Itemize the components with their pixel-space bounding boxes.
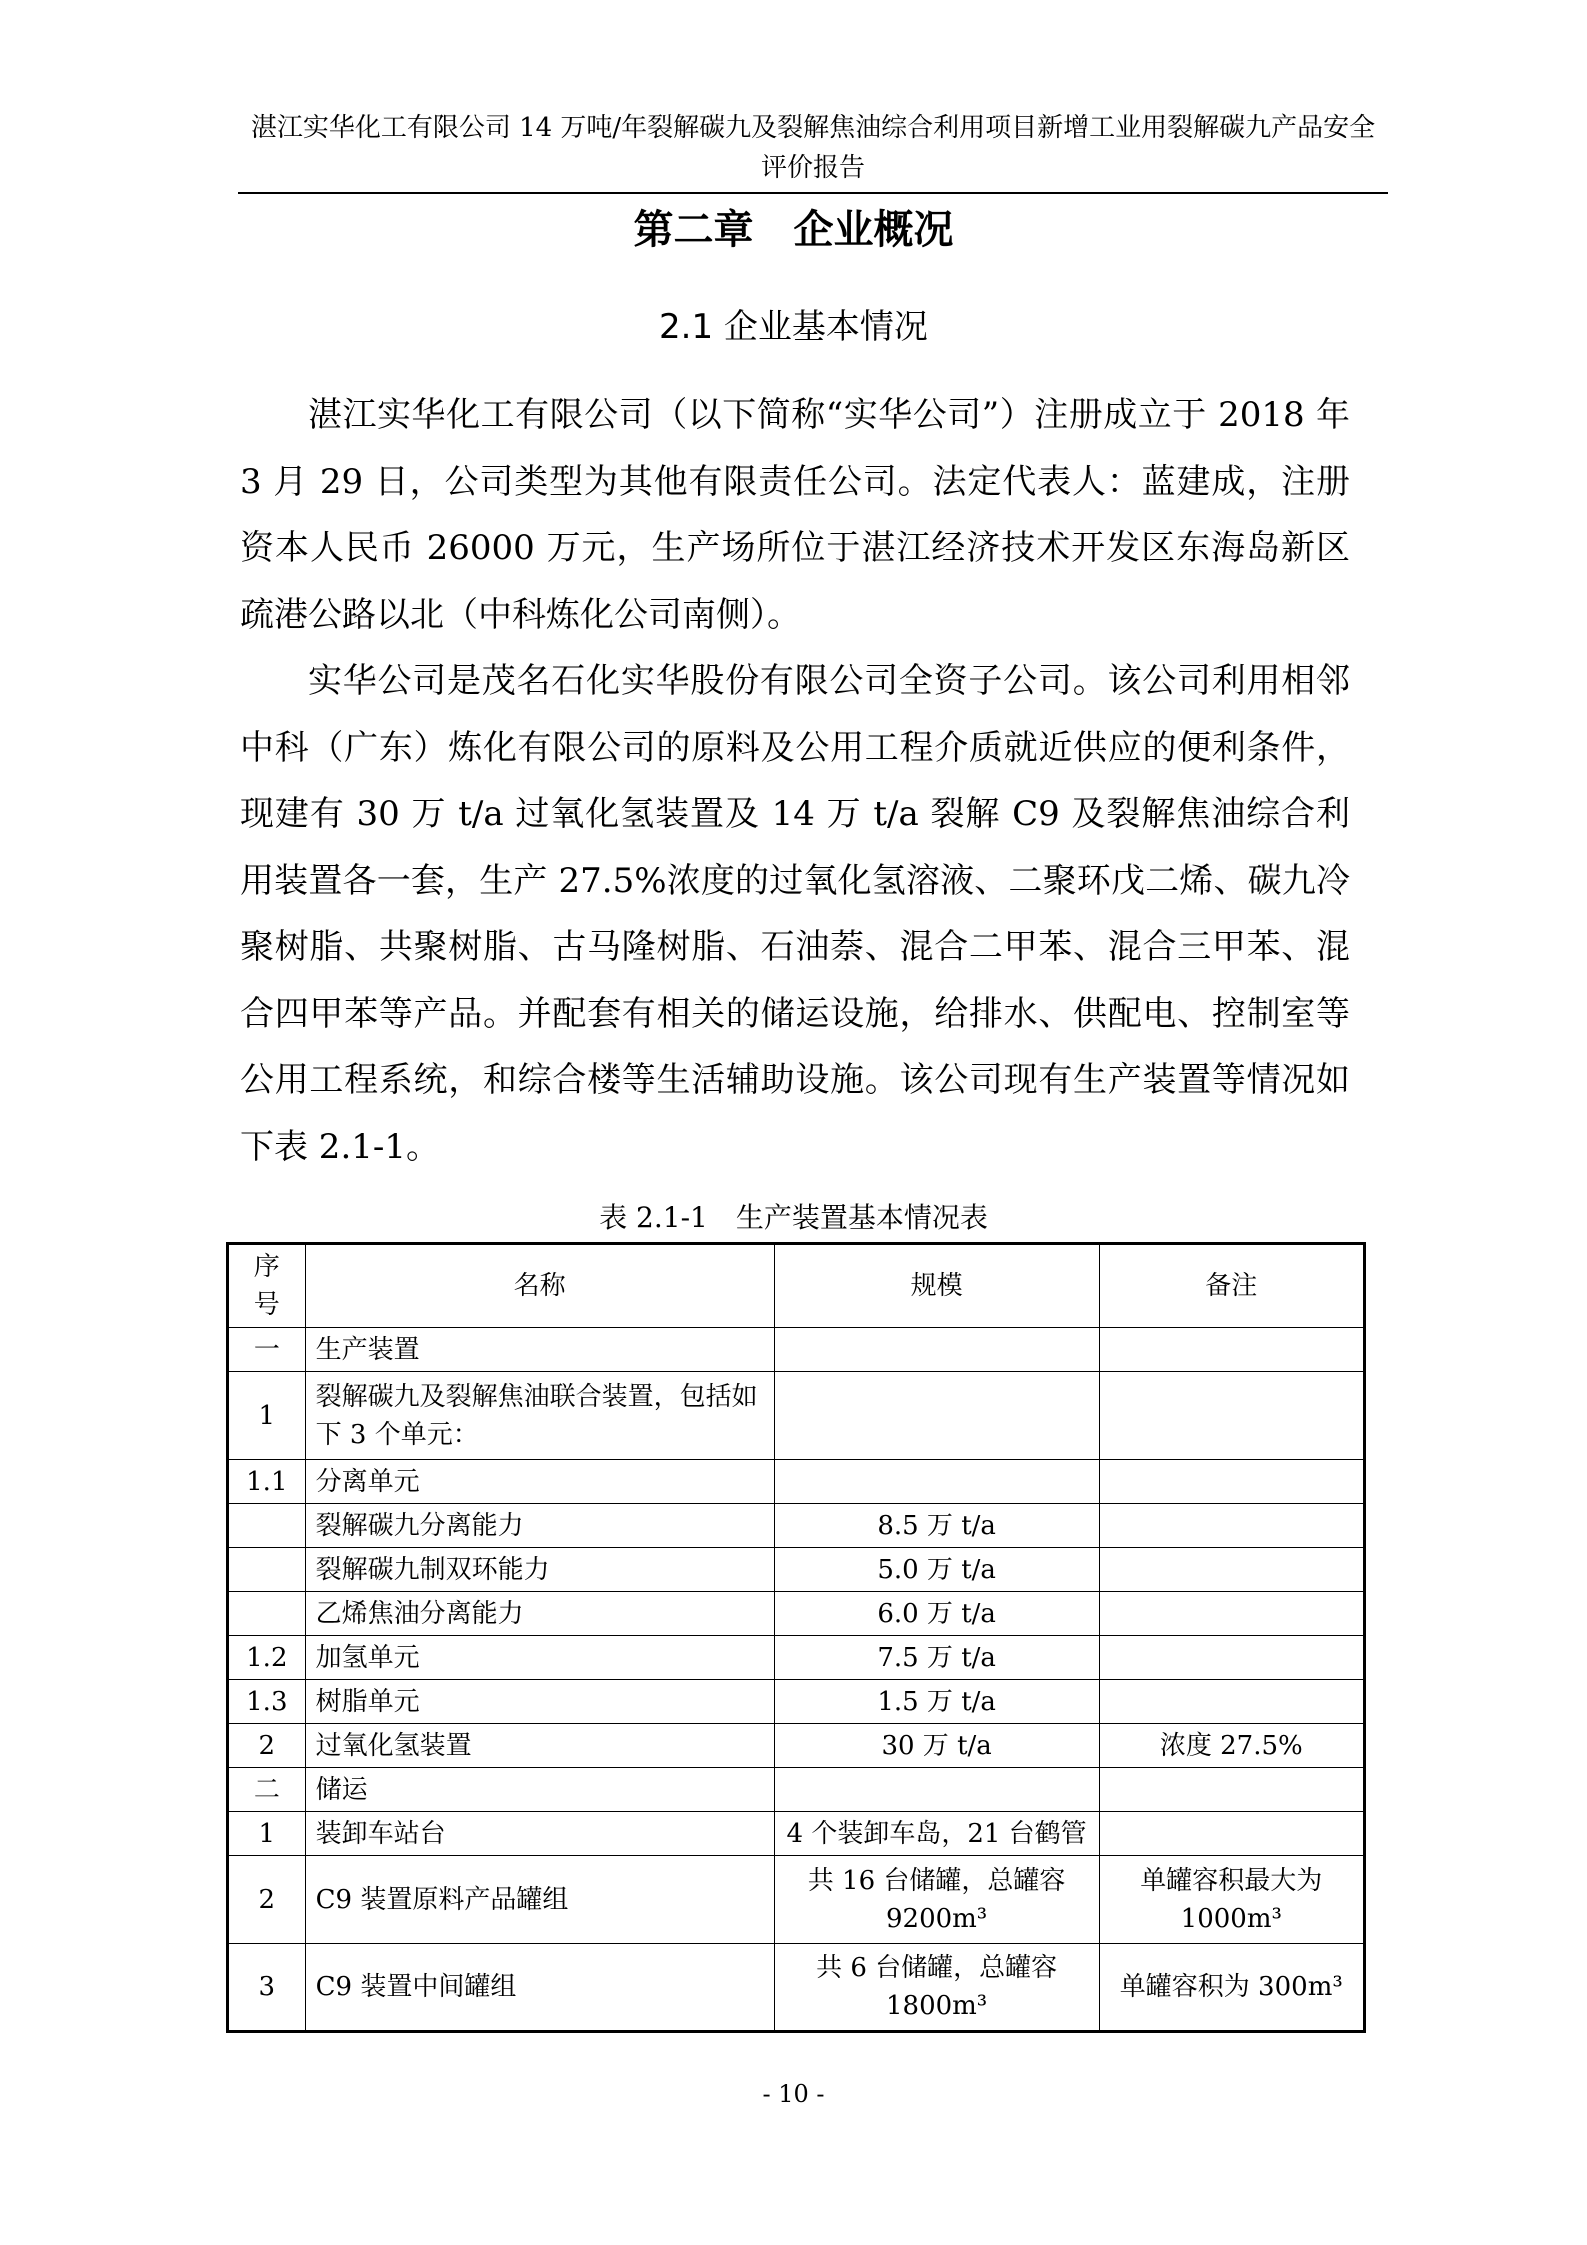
row-note	[1099, 1768, 1364, 1812]
table-row	[228, 1944, 1365, 2032]
header-note: 备注	[1099, 1244, 1364, 1328]
row-note	[1099, 1372, 1364, 1460]
row-note	[1099, 1680, 1364, 1724]
row-scale: 6.0 万 t/a	[774, 1592, 1099, 1636]
row-name: 树脂单元	[305, 1680, 774, 1724]
table-row	[228, 1372, 1365, 1460]
body-text	[240, 382, 1350, 1180]
table-row	[228, 1328, 1365, 1372]
header-scale: 规模	[774, 1244, 1099, 1328]
row-no: 一	[228, 1328, 306, 1372]
table-row	[228, 1504, 1365, 1548]
row-no: 二	[228, 1768, 306, 1812]
table-row	[228, 1460, 1365, 1504]
header-no: 序号	[228, 1244, 306, 1328]
row-scale: 5.0 万 t/a	[774, 1548, 1099, 1592]
row-scale: 30 万 t/a	[774, 1724, 1099, 1768]
row-note	[1099, 1812, 1364, 1856]
table-header-row	[228, 1244, 1365, 1328]
row-scale	[774, 1328, 1099, 1372]
row-name: 生产装置	[305, 1328, 774, 1372]
row-note	[1099, 1504, 1364, 1548]
row-note	[1099, 1592, 1364, 1636]
running-header: 湛江实华化工有限公司 14 万吨/年裂解碳九及裂解焦油综合利用项目新增工业用裂解碳九产品安全评价报告	[238, 108, 1388, 194]
table-caption: 表 2.1-1 生产装置基本情况表	[599, 1201, 988, 1234]
row-note: 单罐容积最大为 1000m³	[1099, 1856, 1364, 1944]
row-no: 1.2	[228, 1636, 306, 1680]
row-no	[228, 1504, 306, 1548]
row-name: 装卸车站台	[305, 1812, 774, 1856]
row-no	[228, 1592, 306, 1636]
row-scale: 7.5 万 t/a	[774, 1636, 1099, 1680]
page-number: - 10 -	[762, 2080, 825, 2108]
row-no: 2	[228, 1856, 306, 1944]
row-scale: 4 个装卸车岛，21 台鹤管	[774, 1812, 1099, 1856]
row-name: 分离单元	[305, 1460, 774, 1504]
header-name: 名称	[305, 1244, 774, 1328]
row-name: C9 装置原料产品罐组	[305, 1856, 774, 1944]
section-title: 2.1 企业基本情况	[659, 307, 928, 347]
row-note	[1099, 1460, 1364, 1504]
row-name: 裂解碳九制双环能力	[305, 1548, 774, 1592]
row-no: 2	[228, 1724, 306, 1768]
row-scale	[774, 1460, 1099, 1504]
table-row	[228, 1812, 1365, 1856]
row-name: 乙烯焦油分离能力	[305, 1592, 774, 1636]
row-note	[1099, 1328, 1364, 1372]
row-no	[228, 1548, 306, 1592]
row-name: C9 装置中间罐组	[305, 1944, 774, 2032]
row-name: 加氢单元	[305, 1636, 774, 1680]
row-scale	[774, 1768, 1099, 1812]
table-row	[228, 1592, 1365, 1636]
row-note	[1099, 1548, 1364, 1592]
table-row	[228, 1856, 1365, 1944]
row-scale: 8.5 万 t/a	[774, 1504, 1099, 1548]
row-note: 单罐容积为 300m³	[1099, 1944, 1364, 2032]
table-row	[228, 1768, 1365, 1812]
row-scale: 1.5 万 t/a	[774, 1680, 1099, 1724]
table-row	[228, 1724, 1365, 1768]
paragraph-company-registration: 湛江实华化工有限公司（以下简称“实华公司”）注册成立于 2018 年 3 月 29 日，公司类型为其他有限责任公司。法定代表人：蓝建成，注册资本人民币 26000 万元，生产场所位于湛江经济技术开发区东海岛新区疏港公路以北（中科炼化公司南侧）。	[240, 395, 1350, 635]
table-row	[228, 1636, 1365, 1680]
row-scale: 共 6 台储罐，总罐容 1800m³	[774, 1944, 1099, 2032]
row-no: 1.1	[228, 1460, 306, 1504]
row-name: 裂解碳九分离能力	[305, 1504, 774, 1548]
row-no: 1.3	[228, 1680, 306, 1724]
row-no: 1	[228, 1372, 306, 1460]
row-no: 3	[228, 1944, 306, 2032]
row-scale: 共 16 台储罐，总罐容 9200m³	[774, 1856, 1099, 1944]
row-no: 1	[228, 1812, 306, 1856]
row-scale	[774, 1372, 1099, 1460]
chapter-title: 第二章 企业概况	[633, 207, 954, 253]
paragraph-company-overview: 实华公司是茂名石化实华股份有限公司全资子公司。该公司利用相邻中科（广东）炼化有限公司的原料及公用工程介质就近供应的便利条件，现建有 30 万 t/a 过氧化氢装置及 14 万 t/a 裂解 C9 及裂解焦油综合利用装置各一套，生产 27.5%浓度的过氧化氢溶液、二聚环戊二烯、碳九冷聚树脂、共聚树脂、古马隆树脂、石油萘、混合二甲苯、混合三甲苯、混合四甲苯等产品。并配套有相关的储运设施，给排水、供配电、控制室等公用工程系统，和综合楼等生活辅助设施。该公司现有生产装置等情况如下表 2.1-1。	[240, 661, 1350, 1167]
table-row	[228, 1548, 1365, 1592]
production-facilities-table	[226, 1242, 1366, 2033]
row-name: 裂解碳九及裂解焦油联合装置，包括如下 3 个单元：	[305, 1372, 774, 1460]
row-note	[1099, 1636, 1364, 1680]
row-name: 过氧化氢装置	[305, 1724, 774, 1768]
row-name: 储运	[305, 1768, 774, 1812]
table-row	[228, 1680, 1365, 1724]
row-note: 浓度 27.5%	[1099, 1724, 1364, 1768]
